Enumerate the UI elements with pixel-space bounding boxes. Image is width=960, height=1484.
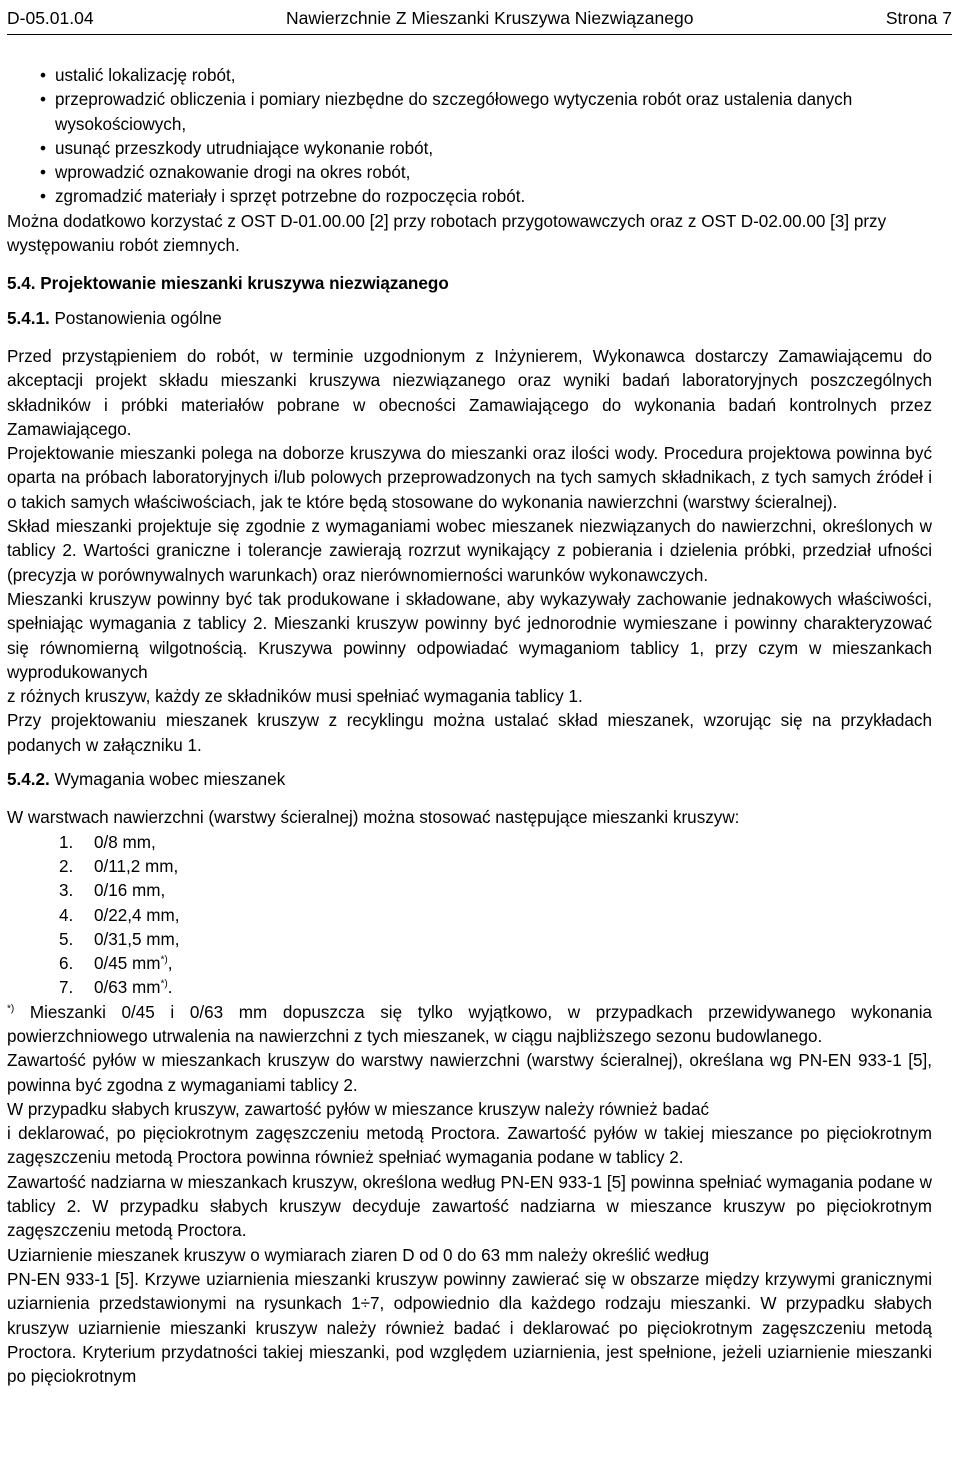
paragraph: Zawartość nadziarna w mieszankach kruszyw, określona według PN-EN 933-1 [5] powinna spełniać wymagania podane w tablicy 2. W przypadku słabych kruszyw decyduje zawartość nadziarna w mieszance kruszyw po pięciokrotnym zagęszczeniu metodą Proctora.: [7, 1172, 932, 1241]
footnote: *) Mieszanki 0/45 i 0/63 mm dopuszcza się tylko wyjątkowo, w przypadkach przewidywanego wykonania powierzchniowego utrwalenia na nawierzchni z tych mieszanek, w ciągu najbliższego sezonu budowlanego.: [7, 1002, 932, 1046]
document-code: D-05.01.04: [7, 8, 94, 28]
subsection-number: 5.4.1.: [7, 308, 50, 328]
footnote-mark: *): [7, 1003, 15, 1014]
paragraph: Przed przystąpieniem do robót, w terminie uzgodnionym z Inżynierem, Wykonawca dostarczy Zamawiającemu do akceptacji projekt składu mieszanki kruszywa niezwiązanego oraz wyniki badań laboratoryjnych poszczególnych składników i próbki materiałów pobrane w obecności Zamawiającego do wykonania badań kontrolnych przez Zamawiającego.: [7, 346, 932, 439]
list-item: • zgromadzić materiały i sprzęt potrzebne do rozpoczęcia robót.: [7, 185, 932, 209]
paragraph: Projektowanie mieszanki polega na doborze kruszywa do mieszanki oraz ilości wody. Procedura projektowa powinna być oparta na próbach laboratoryjnych i/lub polowych przeprowadzonych na tych samych składnikach, z tych samych źródeł i o takich samych właściwościach, jak te które będą stosowane do wykonania nawierzchni (warstwy ścieralnej).: [7, 444, 932, 512]
paragraph: W warstwach nawierzchni (warstwy ścieralnej) można stosować następujące mieszanki kruszyw:: [7, 808, 740, 828]
subsection-number: 5.4.2.: [7, 770, 50, 790]
subsection-heading: [7, 307, 932, 331]
paragraph: Przy projektowaniu mieszanek kruszyw z recyklingu można ustalać skład mieszanek, wzorując się na przykładach podanych w załączniku 1.: [7, 711, 932, 755]
section-heading: 5.4. Projektowanie mieszanki kruszywa niezwiązanego: [7, 274, 449, 294]
page-header: [7, 8, 952, 35]
list-item: • usunąć przeszkody utrudniające wykonanie robót,: [7, 137, 932, 161]
page-content: [7, 64, 932, 1389]
list-item: • ustalić lokalizację robót,: [7, 64, 932, 88]
preparation-list: [7, 64, 932, 210]
paragraph: Mieszanki kruszyw powinny być tak produkowane i składowane, aby wykazywały zachowanie jednakowych właściwości, spełniając wymagania z tablicy 2. Mieszanki kruszyw powinny być jednorodnie wymieszane i powinny charakteryzować się równomierną wilgotnością. Kruszywa powinny odpowiadać wymaganiom tablicy 1, przy czym w mieszankach wyprodukowanych: [7, 589, 932, 682]
list-item: • przeprowadzić obliczenia i pomiary niezbędne do szczegółowego wytyczenia robót oraz ustalenia danych wysokościowych,: [7, 88, 932, 137]
page-number: Strona 7: [885, 8, 952, 28]
subsection-heading: [7, 768, 932, 792]
mixture-list: [7, 831, 932, 1001]
list-item: 3. 0/16 mm,: [59, 881, 166, 901]
ost-paragraph: Można dodatkowo korzystać z OST D-01.00.00 [2] przy robotach przygotowawczych oraz z OST D-02.00.00 [3] przy występowaniu robót ziemnych.: [7, 211, 887, 256]
list-item: 2. 0/11,2 mm,: [59, 856, 179, 876]
footnote-ref: *): [160, 954, 168, 966]
list-item: 6. 0/45 mm*),: [59, 954, 173, 974]
paragraph: W przypadku słabych kruszyw, zawartość pyłów w mieszance kruszyw należy również badać: [7, 1099, 710, 1119]
paragraph: PN-EN 933-1 [5]. Krzywe uziarnienia mieszanki kruszyw powinny zawierać się w obszarze między krzywymi granicznymi uziarnienia przedstawionymi na rysunkach 1÷7, odpowiednio dla każdego rodzaju mieszanki. W przypadku słabych kruszyw uziarnienie mieszanki kruszyw należy również badać i deklarować po pięciokrotnym zagęszczeniu metodą Proctora. Kryterium przydatności takiej mieszanki, pod względem uziarnienia, jest spełnione, jeżeli uziarnienie mieszanki po pięciokrotnym: [7, 1269, 932, 1387]
paragraph: Skład mieszanki projektuje się zgodnie z wymaganiami wobec mieszanek niezwiązanych do nawierzchni, określonych w tablicy 2. Wartości graniczne i tolerancje zawierają rozrzut wynikający z pobierania i dzielenia próbki, przedział ufności (precyzja w porównywalnych warunkach) oraz nierównomierności warunków wykonawczych.: [7, 517, 932, 585]
subsection-title: Wymagania wobec mieszanek: [54, 770, 286, 790]
list-item: • wprowadzić oznakowanie drogi na okres robót,: [7, 161, 932, 185]
footnote-ref: *): [160, 978, 168, 990]
subsection-title: Postanowienia ogólne: [54, 308, 222, 328]
list-item: 1. 0/8 mm,: [59, 832, 156, 852]
paragraph: Uziarnienie mieszanek kruszyw o wymiarach ziaren D od 0 do 63 mm należy określić według: [7, 1245, 710, 1265]
paragraph: Zawartość pyłów w mieszankach kruszyw do warstwy nawierzchni (warstwy ścieralnej), określana wg PN-EN 933-1 [5], powinna być zgodna z wymaganiami tablicy 2.: [7, 1051, 932, 1095]
paragraph: z różnych kruszyw, każdy ze składników musi spełniać wymagania tablicy 1.: [7, 687, 583, 707]
paragraph: i deklarować, po pięciokrotnym zagęszczeniu metodą Proctora. Zawartość pyłów w takiej mieszance po pięciokrotnym zagęszczeniu metodą Proctora powinna również spełniać wymagania podane w tablicy 2.: [7, 1124, 932, 1168]
list-item: 5. 0/31,5 mm,: [59, 929, 180, 949]
list-item: 4. 0/22,4 mm,: [59, 905, 180, 925]
list-item: 7. 0/63 mm*).: [59, 978, 173, 998]
document-title: Nawierzchnie Z Mieszanki Kruszywa Niezwiązanego: [285, 8, 694, 28]
